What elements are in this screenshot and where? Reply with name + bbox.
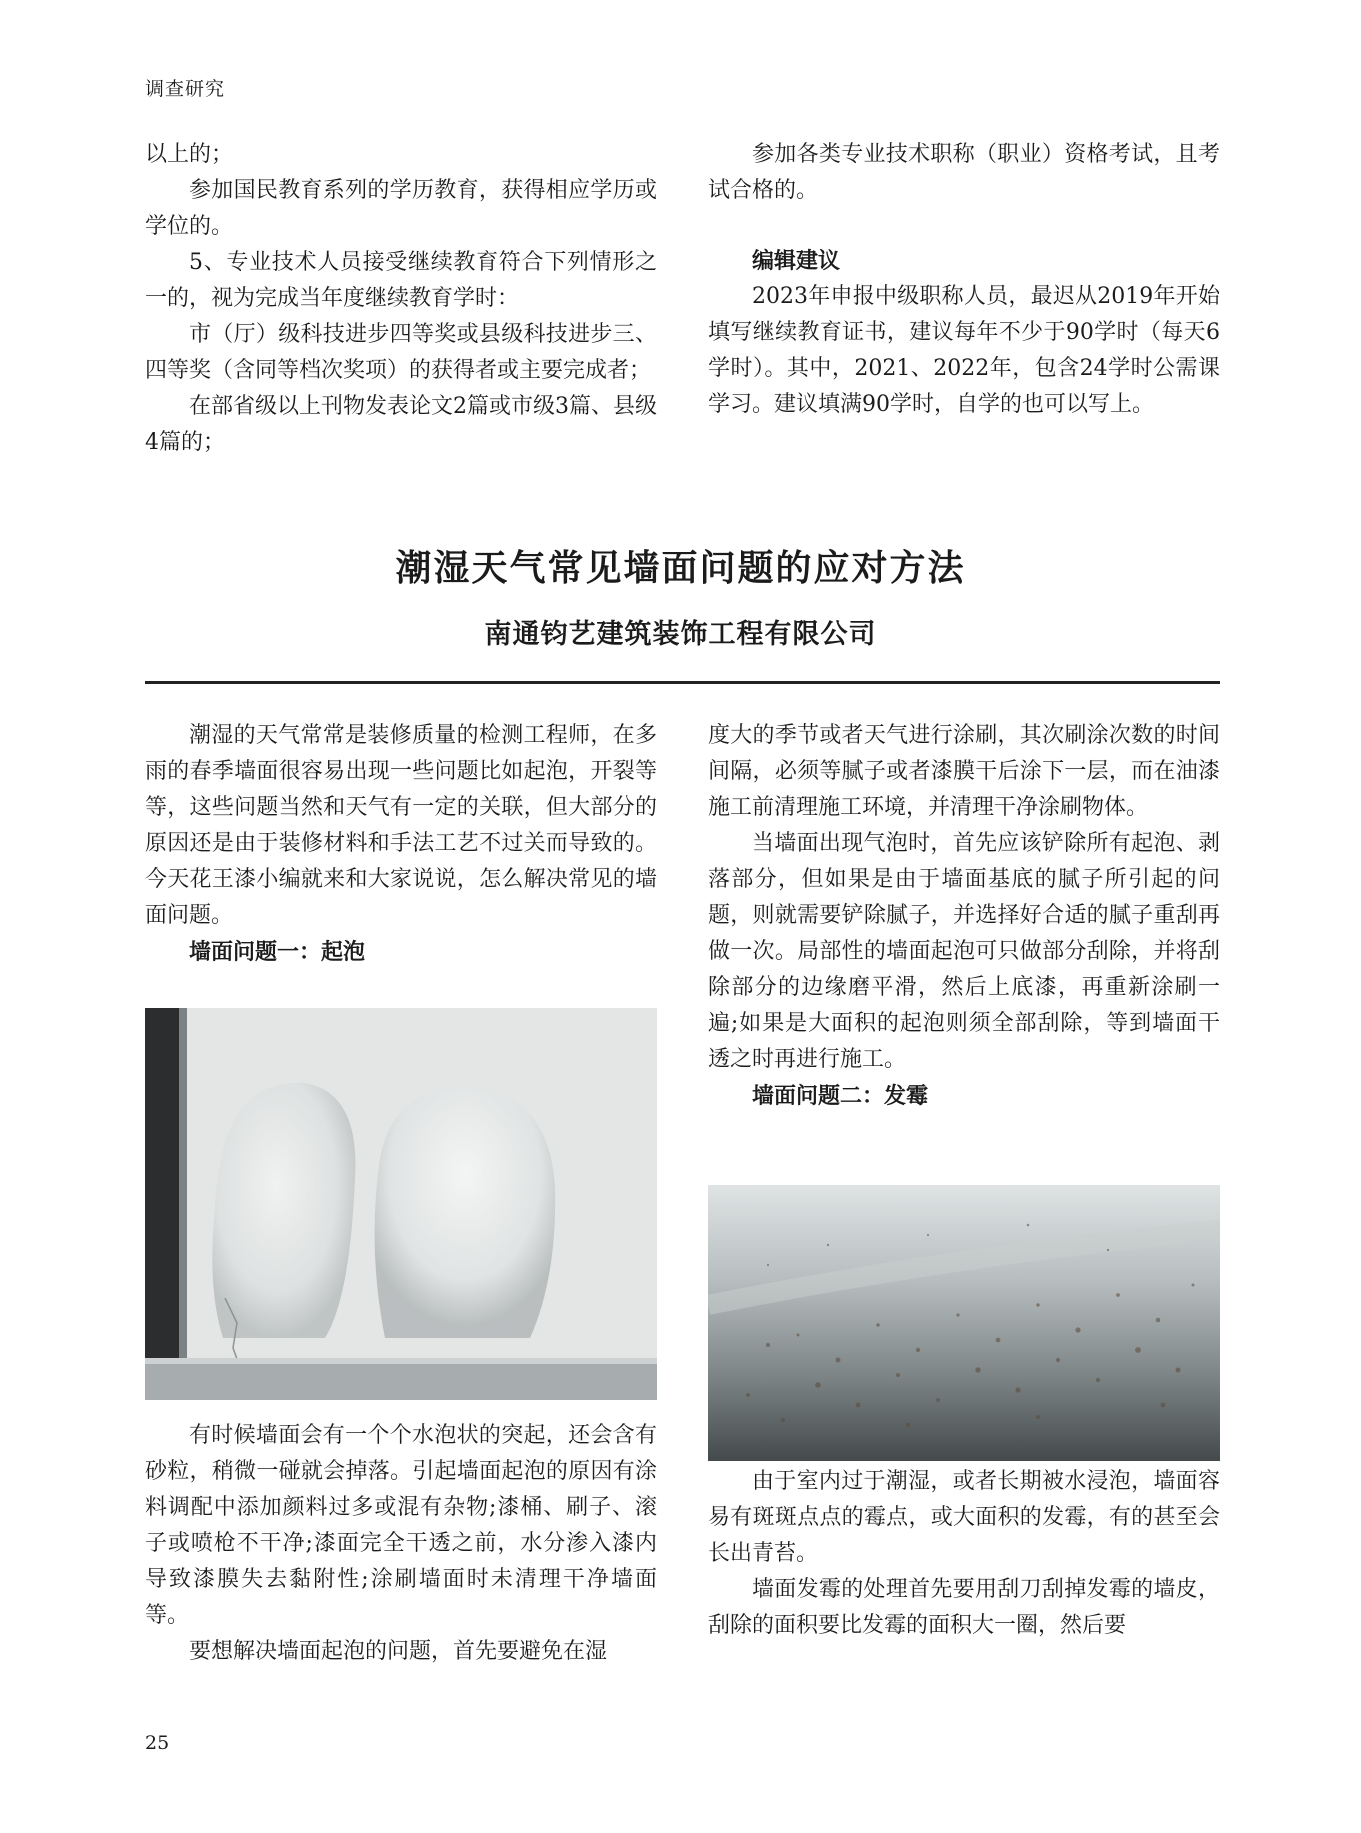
paragraph: 5、专业技术人员接受继续教育符合下列情形之一的，视为完成当年度继续教育学时： xyxy=(145,250,657,311)
paragraph: 墙面发霉的处理首先要用刮刀刮掉发霉的墙皮，刮除的面积要比发霉的面积大一圈，然后要 xyxy=(708,1577,1220,1638)
section-label: 调查研究 xyxy=(145,78,226,100)
moldy-wall-photo xyxy=(708,1185,1220,1461)
paragraph: 参加国民教育系列的学历教育，获得相应学历或学位的。 xyxy=(145,178,657,239)
top-right-column xyxy=(708,137,1220,423)
title-divider xyxy=(145,681,1220,684)
paragraph: 参加各类专业技术职称（职业）资格考试，且考试合格的。 xyxy=(708,142,1220,203)
paragraph: 当墙面出现气泡时，首先应该铲除所有起泡、剥落部分，但如果是由于墙面基底的腻子所引起的问题，则就需要铲除腻子，并选择好合适的腻子重刮再做一次。局部性的墙面起泡可只做部分刮除，并将刮除部分的边缘磨平滑，然后上底漆，再重新涂刷一遍;如果是大面积的起泡则须全部刮除，等到墙面干透之时再进行施工。 xyxy=(708,831,1220,1072)
bottom-right-column xyxy=(708,718,1220,1644)
top-left-column xyxy=(145,137,657,461)
article-author: 南通钧艺建筑装饰工程有限公司 xyxy=(484,619,877,650)
paragraph: 要想解决墙面起泡的问题，首先要避免在湿 xyxy=(189,1639,608,1664)
paragraph: 由于室内过于潮湿，或者长期被水浸泡，墙面容易有斑斑点点的霉点，或大面积的发霉，有的甚至会长出青苔。 xyxy=(708,1469,1220,1566)
paragraph: 以上的； xyxy=(145,142,234,167)
blistered-wall-photo xyxy=(145,1008,657,1400)
section-heading-mold: 墙面问题二：发霉 xyxy=(752,1083,929,1109)
paragraph: 在部省级以上刊物发表论文2篇或市级3篇、县级4篇的； xyxy=(145,394,657,455)
paragraph: 有时候墙面会有一个个水泡状的突起，还会含有砂粒，稍微一碰就会掉落。引起墙面起泡的原因有涂料调配中添加颜料过多或混有杂物;漆桶、刷子、滚子或喷枪不干净;漆面完全干透之前，水分渗入漆内导致漆膜失去黏附性;涂刷墙面时未清理干净墙面等。 xyxy=(145,1423,657,1628)
section-heading-blistering: 墙面问题一：起泡 xyxy=(189,939,366,965)
page-number: 25 xyxy=(145,1732,170,1754)
paragraph: 2023年申报中级职称人员，最迟从2019年开始填写继续教育证书，建议每年不少于90学时（每天6学时）。其中，2021、2022年，包含24学时公需课学习。建议填满90学时，自学的也可以写上。 xyxy=(708,284,1220,417)
editor-note-heading: 编辑建议 xyxy=(752,248,841,274)
paragraph: 市（厅）级科技进步四等奖或县级科技进步三、四等奖（含同等档次奖项）的获得者或主要完成者； xyxy=(145,322,657,383)
article-title: 潮湿天气常见墙面问题的应对方法 xyxy=(395,547,966,589)
paragraph: 潮湿的天气常常是装修质量的检测工程师，在多雨的春季墙面很容易出现一些问题比如起泡，开裂等等，这些问题当然和天气有一定的关联，但大部分的原因还是由于装修材料和手法工艺不过关而导致的。今天花王漆小编就来和大家说说，怎么解决常见的墙面问题。 xyxy=(145,723,657,928)
paragraph: 度大的季节或者天气进行涂刷，其次刷涂次数的时间间隔，必须等腻子或者漆膜干后涂下一层，而在油漆施工前清理施工环境，并清理干净涂刷物体。 xyxy=(708,723,1220,820)
